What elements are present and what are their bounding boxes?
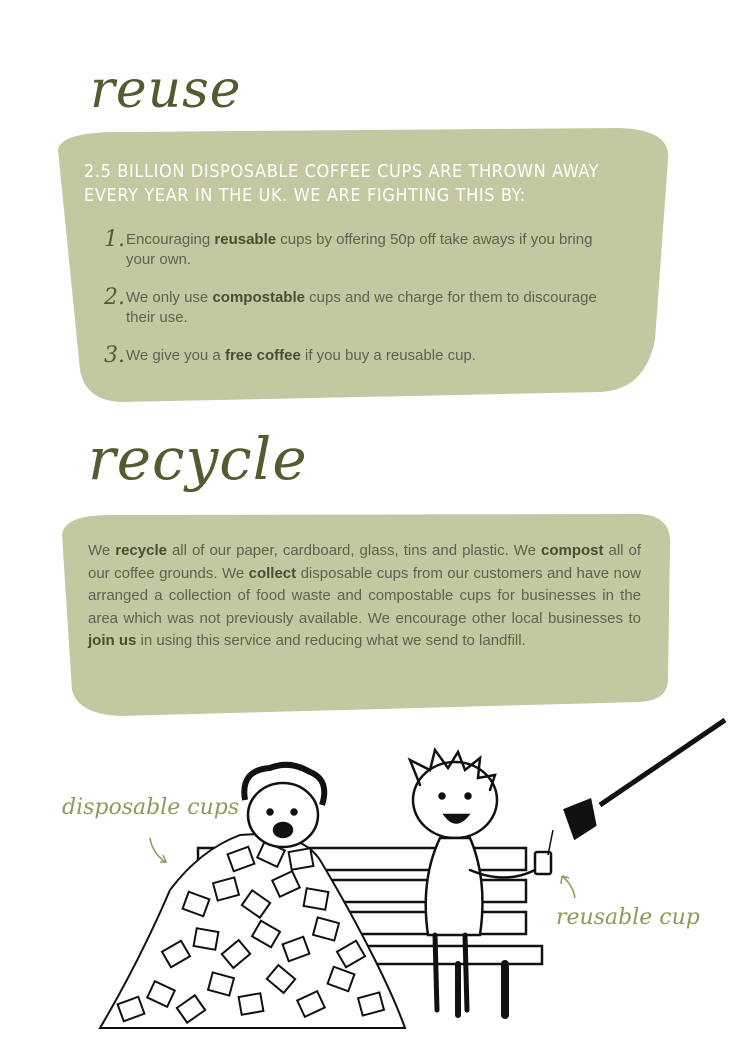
item-text-before: Encouraging [126, 231, 215, 248]
item-text-bold: compostable [212, 289, 305, 306]
recycle-text-5: in using this service and reducing what we send to landfill. [136, 632, 526, 649]
reuse-heading: 2.5 BILLION DISPOSABLE COFFEE CUPS ARE THROWN AWAY EVERY YEAR IN THE UK. WE ARE FIGHTING THIS BY: [84, 161, 600, 206]
item-number: 3. [104, 343, 125, 368]
item-text-after: cups by offering 50p off take aways if you bring your own. [126, 231, 593, 268]
item-text-before: We give you a [126, 347, 225, 364]
item-text-before: We only use [126, 289, 213, 306]
recycle-title: recycle [88, 425, 308, 493]
recycle-bold-1: recycle [115, 542, 167, 559]
recycle-text-2: all of our paper, cardboard, glass, tins and plastic. We [166, 542, 541, 559]
recycle-bold-4: join us [88, 632, 137, 649]
recycle-bold-2: compost [540, 542, 604, 559]
right-person [410, 750, 551, 1010]
reuse-title: reuse [90, 60, 242, 120]
disposable-cups-label: disposable cups [62, 795, 240, 820]
item-number: 1. [104, 227, 125, 252]
arrow-reusable-icon [561, 876, 575, 898]
recycle-text-3: all of our coffee grounds. We [88, 542, 642, 582]
reusable-cup-label: reusable cup [556, 905, 700, 930]
arrow-disposable-icon [150, 838, 166, 862]
left-person [244, 765, 324, 847]
recycle-bold-3: collect [248, 564, 297, 582]
recycle-text-1: We [88, 542, 116, 559]
item-text-after: cups and we charge for them to discourage their use. [126, 289, 597, 326]
item-text-bold: free coffee [224, 347, 301, 364]
recycle-text-4: disposable cups from our customers and have now arranged a collection of food waste and compostable cups for businesses in the area which was not previously available. We encourage other local businesses to [88, 564, 641, 627]
item-number: 2. [104, 285, 125, 310]
pouring-pot [548, 720, 725, 855]
item-text-bold: reusable [214, 231, 277, 248]
item-text-after: if you buy a reusable cup. [300, 347, 476, 364]
